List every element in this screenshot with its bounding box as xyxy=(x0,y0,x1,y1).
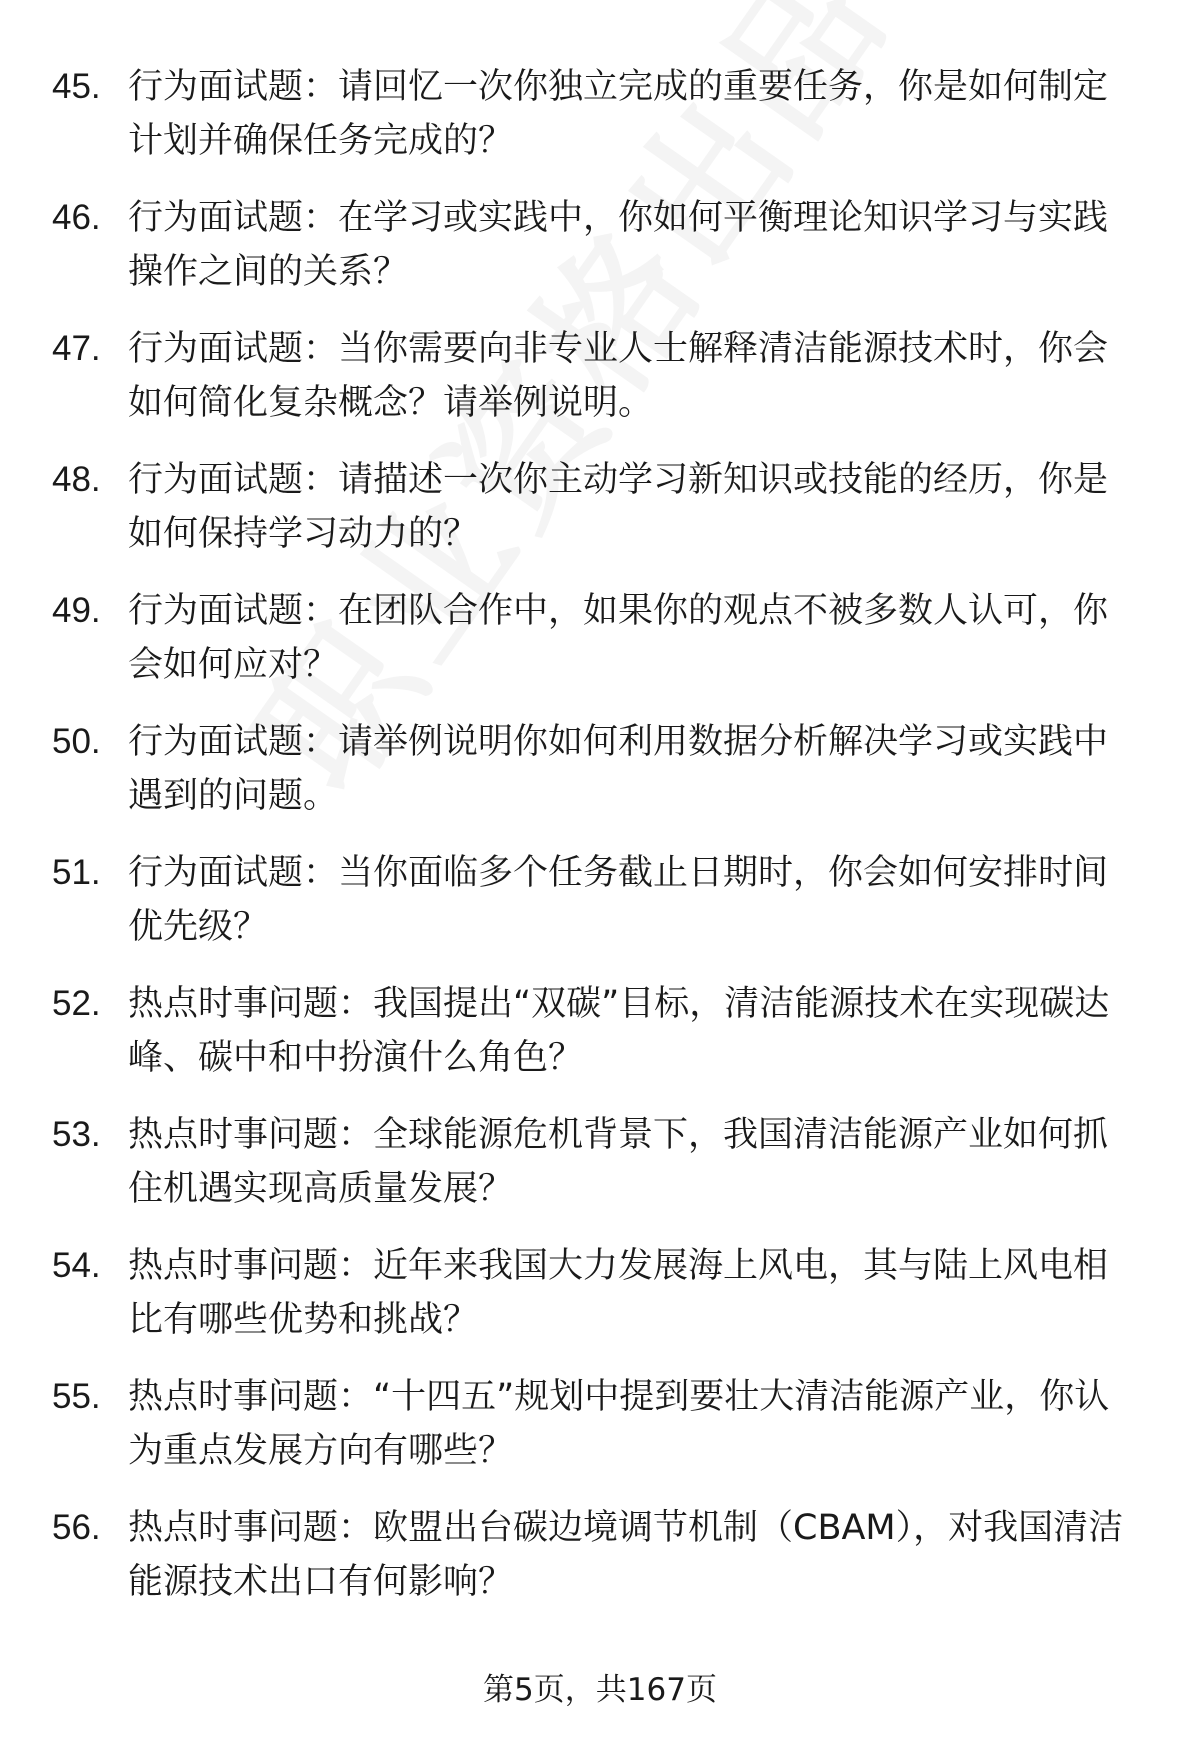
question-text: 行为面试题：请举例说明你如何利用数据分析解决学习或实践中遇到的问题。 xyxy=(128,722,1109,816)
question-text: 行为面试题：在团队合作中，如果你的观点不被多数人认可，你会如何应对？ xyxy=(128,591,1109,685)
question-number: 52. xyxy=(52,984,101,1023)
question-number: 48. xyxy=(52,460,101,499)
question-item xyxy=(0,846,1200,977)
question-text: 热点时事问题：全球能源危机背景下，我国清洁能源产业如何抓住机遇实现高质量发展？ xyxy=(128,1115,1109,1209)
question-item xyxy=(0,1501,1200,1632)
question-number: 49. xyxy=(52,591,101,630)
question-text: 行为面试题：当你面临多个任务截止日期时，你会如何安排时间优先级？ xyxy=(128,853,1109,947)
question-number: 51. xyxy=(52,853,101,892)
question-number: 54. xyxy=(52,1246,101,1285)
page-number-footer: 第5页，共167页 xyxy=(483,1672,717,1708)
question-number: 56. xyxy=(52,1508,101,1547)
question-number: 46. xyxy=(52,198,101,237)
question-item xyxy=(0,322,1200,453)
question-number: 53. xyxy=(52,1115,101,1154)
question-number: 47. xyxy=(52,329,101,368)
question-number: 45. xyxy=(52,67,101,106)
question-item xyxy=(0,1239,1200,1370)
question-text: 行为面试题：在学习或实践中，你如何平衡理论知识学习与实践操作之间的关系？ xyxy=(128,198,1109,292)
question-item xyxy=(0,977,1200,1108)
question-item xyxy=(0,1370,1200,1501)
question-text: 行为面试题：当你需要向非专业人士解释清洁能源技术时，你会如何简化复杂概念？请举例说明。 xyxy=(128,329,1109,423)
question-item xyxy=(0,191,1200,322)
question-item xyxy=(0,453,1200,584)
question-list xyxy=(0,60,1200,1632)
question-text: 热点时事问题：近年来我国大力发展海上风电，其与陆上风电相比有哪些优势和挑战？ xyxy=(128,1246,1109,1340)
question-item xyxy=(0,584,1200,715)
question-item xyxy=(0,60,1200,191)
question-text: 行为面试题：请描述一次你主动学习新知识或技能的经历，你是如何保持学习动力的？ xyxy=(128,460,1109,554)
question-item xyxy=(0,1108,1200,1239)
question-text: 热点时事问题：“十四五”规划中提到要壮大清洁能源产业，你认为重点发展方向有哪些？ xyxy=(128,1377,1110,1471)
question-number: 55. xyxy=(52,1377,101,1416)
question-text: 热点时事问题：欧盟出台碳边境调节机制（CBAM），对我国清洁能源技术出口有何影响？ xyxy=(128,1508,1124,1602)
question-number: 50. xyxy=(52,722,101,761)
question-item xyxy=(0,715,1200,846)
question-text: 行为面试题：请回忆一次你独立完成的重要任务，你是如何制定计划并确保任务完成的？ xyxy=(128,67,1109,161)
question-text: 热点时事问题：我国提出“双碳”目标，清洁能源技术在实现碳达峰、碳中和中扮演什么角色？ xyxy=(128,984,1110,1078)
